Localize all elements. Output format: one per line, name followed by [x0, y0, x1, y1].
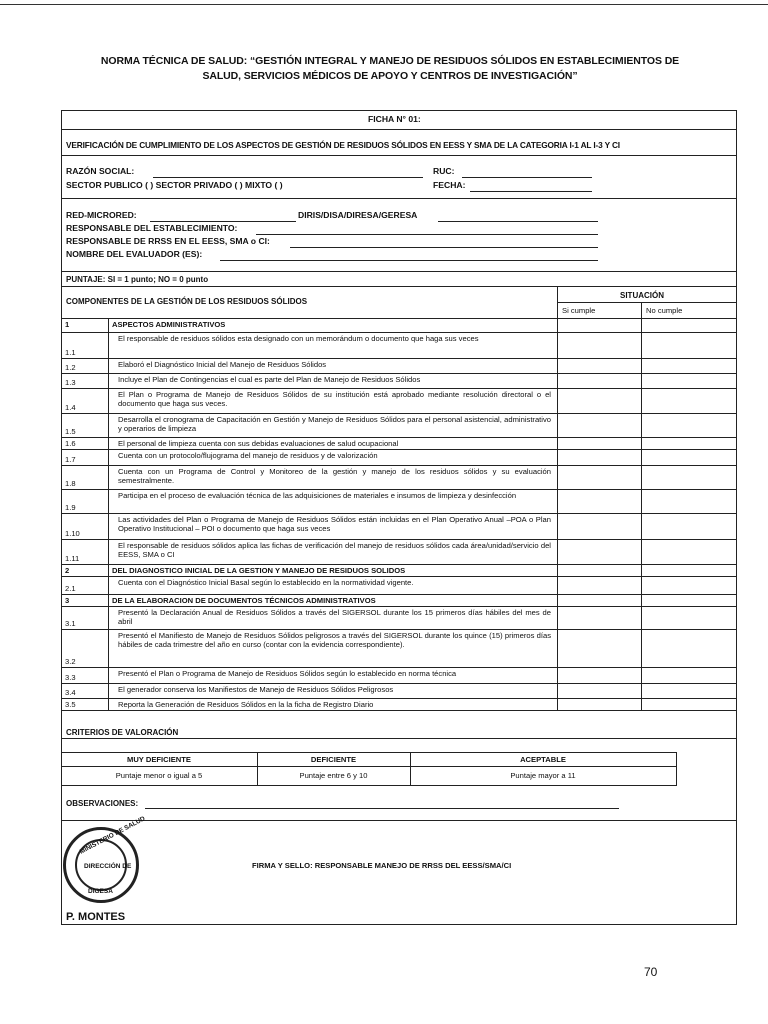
- row-number: 1.9: [65, 503, 76, 512]
- top-rule: [0, 4, 768, 5]
- no-cumple-cell[interactable]: [641, 388, 737, 413]
- row-rule: [61, 594, 737, 595]
- si-cumple-cell[interactable]: [557, 683, 641, 698]
- evaluador-field[interactable]: [220, 251, 598, 261]
- no-cumple-cell[interactable]: [641, 576, 737, 594]
- si-cumple-cell[interactable]: [557, 373, 641, 388]
- page-number: 70: [644, 965, 658, 979]
- row-number: 1.3: [65, 378, 76, 387]
- number-column-rule: [108, 318, 109, 710]
- responsable-rrss-label: RESPONSABLE DE RRSS EN EL EESS, SMA o CI:: [66, 236, 270, 246]
- row-text: Desarrolla el cronograma de Capacitación en Gestión y Manejo de Residuos Sólidos para el personal asistencial, administrativo y operarios de limpieza: [118, 415, 551, 434]
- row-number: 1: [65, 320, 70, 329]
- row-text: Cuenta con un protocolo/flujograma del manejo de residuos y de valorización: [118, 451, 378, 460]
- row-text: Cuenta con un Programa de Control y Monitoreo de la gestión y manejo de los residuos sólidos y su evaluación semestralmente.: [118, 467, 551, 486]
- muy-deficiente-header: MUY DEFICIENTE: [127, 755, 191, 764]
- row-text: DE LA ELABORACION DE DOCUMENTOS TÉCNICOS ADMINISTRATIVOS: [112, 596, 376, 605]
- row-text: DEL DIAGNOSTICO INICIAL DE LA GESTION Y MANEJO DE RESIDUOS SOLIDOS: [112, 566, 406, 575]
- row-number: 1.11: [65, 554, 80, 563]
- responsable-establecimiento-label: RESPONSABLE DEL ESTABLECIMIENTO:: [66, 223, 238, 233]
- si-cumple-cell[interactable]: [557, 629, 641, 667]
- document-title: [60, 54, 720, 84]
- row-number: 3.5: [65, 700, 76, 709]
- no-cumple-cell[interactable]: [641, 606, 737, 629]
- divider: [61, 155, 737, 156]
- row-number: 2: [65, 566, 70, 575]
- no-cumple-cell[interactable]: [641, 513, 737, 539]
- row-number: 2.1: [65, 584, 76, 593]
- no-cumple-cell[interactable]: [641, 683, 737, 698]
- situacion-header: SITUACIÓN: [620, 291, 664, 300]
- si-cumple-cell[interactable]: [557, 606, 641, 629]
- no-cumple-cell[interactable]: [641, 667, 737, 683]
- row-text: Presentó el Plan o Programa de Manejo de Residuos Sólidos según lo establecido en norma técnica: [118, 669, 457, 678]
- row-text: Presentó el Manifiesto de Manejo de Residuos Sólidos peligrosos a través del SIGERSOL durante los quince (15) primeros días hábiles de cada trimestre del año en curso (contar con la evidencia correspondiente).: [118, 631, 551, 650]
- puntaje-legend: PUNTAJE: SI = 1 punto; NO = 0 punto: [66, 275, 209, 284]
- aceptable-value: Puntaje mayor a 11: [510, 771, 576, 780]
- fecha-field[interactable]: [470, 182, 592, 192]
- row-text: Elaboró el Diagnóstico Inicial del Manejo de Residuos Sólidos: [118, 360, 327, 369]
- diris-label: DIRIS/DISA/DIRESA/GERESA: [298, 210, 418, 220]
- si-cumple-cell[interactable]: [557, 576, 641, 594]
- divider: [61, 738, 737, 739]
- si-cumple-cell[interactable]: [557, 413, 641, 437]
- no-cumple-cell[interactable]: [641, 539, 737, 564]
- divider: [61, 820, 737, 821]
- si-cumple-cell[interactable]: [557, 513, 641, 539]
- red-microred-label: RED-MICRORED:: [66, 210, 137, 220]
- row-text: Cuenta con el Diagnóstico Inicial Basal según lo establecido en la normatividad vigente.: [118, 578, 414, 587]
- si-cumple-cell[interactable]: [557, 449, 641, 465]
- row-text: El responsable de residuos sólidos esta designado con un memorándum o documento que haga sus veces: [118, 334, 479, 343]
- row-number: 1.8: [65, 479, 76, 488]
- ministerio-seal: [63, 815, 147, 903]
- valoracion-mid-rule: [61, 766, 677, 767]
- no-cumple-cell[interactable]: [641, 373, 737, 388]
- row-number: 3: [65, 596, 70, 605]
- divider: [61, 198, 737, 199]
- si-cumple-cell[interactable]: [557, 489, 641, 513]
- si-cumple-cell[interactable]: [557, 388, 641, 413]
- row-text: Reporta la Generación de Residuos Sólidos en la la ficha de Registro Diario: [118, 700, 374, 709]
- row-text: ASPECTOS ADMINISTRATIVOS: [112, 320, 226, 329]
- row-text: El Plan o Programa de Manejo de Residuos Sólidos de su institución está aprobado mediante resolución directoral o el documento que haga sus veces.: [118, 390, 551, 409]
- deficiente-value: Puntaje entre 6 y 10: [299, 771, 368, 780]
- no-cumple-cell[interactable]: [641, 465, 737, 489]
- row-number: 1.5: [65, 427, 76, 436]
- valoracion-bottom-rule: [61, 785, 677, 786]
- razon-social-field[interactable]: [153, 168, 423, 178]
- row-text: El generador conserva los Manifiestos de Manejo de Residuos Sólidos Peligrosos: [118, 685, 394, 694]
- criterios-title: CRITERIOS DE VALORACIÓN: [66, 728, 179, 737]
- row-rule: [61, 564, 737, 565]
- components-header: COMPONENTES DE LA GESTIÓN DE LOS RESIDUOS SÓLIDOS: [66, 297, 308, 306]
- row-number: 3.4: [65, 688, 76, 697]
- title-line-1: NORMA TÉCNICA DE SALUD: “GESTIÓN INTEGRAL Y MANEJO DE RESIDUOS SÓLIDOS EN ESTABLECIMIENTOS DE: [100, 55, 680, 67]
- no-cumple-cell[interactable]: [641, 413, 737, 437]
- divider: [61, 129, 737, 130]
- no-cumple-cell[interactable]: [641, 698, 737, 710]
- row-text: Participa en el proceso de evaluación técnica de las adquisiciones de materiales e insumos de limpieza y desinfección: [118, 491, 517, 500]
- seal-bottom-text: DIGESA: [88, 888, 113, 895]
- ruc-field[interactable]: [462, 168, 592, 178]
- row-number: 1.7: [65, 455, 76, 464]
- no-cumple-header: No cumple: [646, 306, 683, 315]
- no-cumple-cell[interactable]: [641, 489, 737, 513]
- no-cumple-cell[interactable]: [641, 332, 737, 358]
- razon-social-label: RAZÓN SOCIAL:: [66, 166, 135, 176]
- divider: [557, 302, 737, 303]
- row-number: 1.4: [65, 403, 76, 412]
- row-text: Incluye el Plan de Contingencias el cual es parte del Plan de Manejo de Residuos Sólidos: [118, 375, 421, 384]
- divider: [61, 318, 737, 319]
- divider: [61, 271, 737, 272]
- row-number: 3.2: [65, 657, 76, 666]
- title-line-2: SALUD, SERVICIOS MÉDICOS DE APOYO Y CENTROS DE INVESTIGACIÓN”: [202, 70, 578, 82]
- row-text: Presentó la Declaración Anual de Residuos Sólidos a través del SIGERSOL durante los 15 primeros días hábiles del mes de abril: [118, 608, 551, 627]
- fecha-label: FECHA:: [433, 180, 466, 190]
- row-number: 3.1: [65, 619, 76, 628]
- row-number: 1.1: [65, 348, 76, 357]
- no-cumple-cell[interactable]: [641, 437, 737, 449]
- divider: [61, 286, 737, 287]
- ruc-label: RUC:: [433, 166, 455, 176]
- ficha-number: FICHA N° 01:: [368, 114, 421, 124]
- muy-deficiente-value: Puntaje menor o igual a 5: [115, 771, 203, 780]
- aceptable-header: ACEPTABLE: [520, 755, 566, 764]
- seal-mid-text: DIRECCIÓN DE: [84, 863, 132, 870]
- si-cumple-cell[interactable]: [557, 698, 641, 710]
- si-cumple-cell[interactable]: [557, 437, 641, 449]
- valoracion-rule: [676, 752, 677, 785]
- si-cumple-cell[interactable]: [557, 465, 641, 489]
- row-rule: [61, 710, 737, 711]
- seal-top-text: MINISTERIO DE SALUD: [78, 815, 147, 856]
- responsable-establecimiento-field[interactable]: [256, 225, 598, 235]
- row-number: 3.3: [65, 673, 76, 682]
- si-cumple-cell[interactable]: [557, 539, 641, 564]
- row-text: Las actividades del Plan o Programa de Manejo de Residuos Sólidos están incluidas en el Plan Operativo Anual –POA o Plan Operativo Institucional – POI o documento que haga sus veces: [118, 515, 551, 534]
- diris-field[interactable]: [438, 212, 598, 222]
- firma-label: FIRMA Y SELLO: RESPONSABLE MANEJO DE RRSS DEL EESS/SMA/CI: [252, 861, 512, 870]
- sector-options[interactable]: SECTOR PUBLICO ( ) SECTOR PRIVADO ( ) MIXTO ( ): [66, 180, 283, 190]
- valoracion-top-rule: [61, 752, 677, 753]
- verificacion-title: VERIFICACIÓN DE CUMPLIMIENTO DE LOS ASPECTOS DE GESTIÓN DE RESIDUOS SÓLIDOS EN EESS Y SMA DE LA CATEGORIA I-1 AL I-3 Y CI: [66, 140, 620, 150]
- si-cumple-cell[interactable]: [557, 358, 641, 373]
- no-column-rule: [641, 302, 642, 710]
- responsable-rrss-field[interactable]: [290, 238, 598, 248]
- si-column-rule: [557, 286, 558, 710]
- row-number: 1.10: [65, 529, 80, 538]
- red-microred-field[interactable]: [150, 212, 296, 222]
- no-cumple-cell[interactable]: [641, 449, 737, 465]
- si-cumple-cell[interactable]: [557, 667, 641, 683]
- evaluador-label: NOMBRE DEL EVALUADOR (ES):: [66, 249, 203, 259]
- row-text: El responsable de residuos sólidos aplica las fichas de verificación del manejo de residuos sólidos cada área/unidad/servicio del EESS, SMA o CI: [118, 541, 551, 560]
- row-number: 1.2: [65, 363, 76, 372]
- si-cumple-header: Si cumple: [562, 306, 596, 315]
- row-text: El personal de limpieza cuenta con sus debidas evaluaciones de salud ocupacional: [118, 439, 399, 448]
- signature-name: P. MONTES: [66, 911, 126, 923]
- no-cumple-cell[interactable]: [641, 358, 737, 373]
- deficiente-header: DEFICIENTE: [310, 755, 357, 764]
- row-number: 1.6: [65, 439, 76, 448]
- observaciones-field[interactable]: [145, 799, 619, 809]
- observaciones-label: OBSERVACIONES:: [66, 799, 139, 808]
- no-cumple-cell[interactable]: [641, 629, 737, 667]
- si-cumple-cell[interactable]: [557, 332, 641, 358]
